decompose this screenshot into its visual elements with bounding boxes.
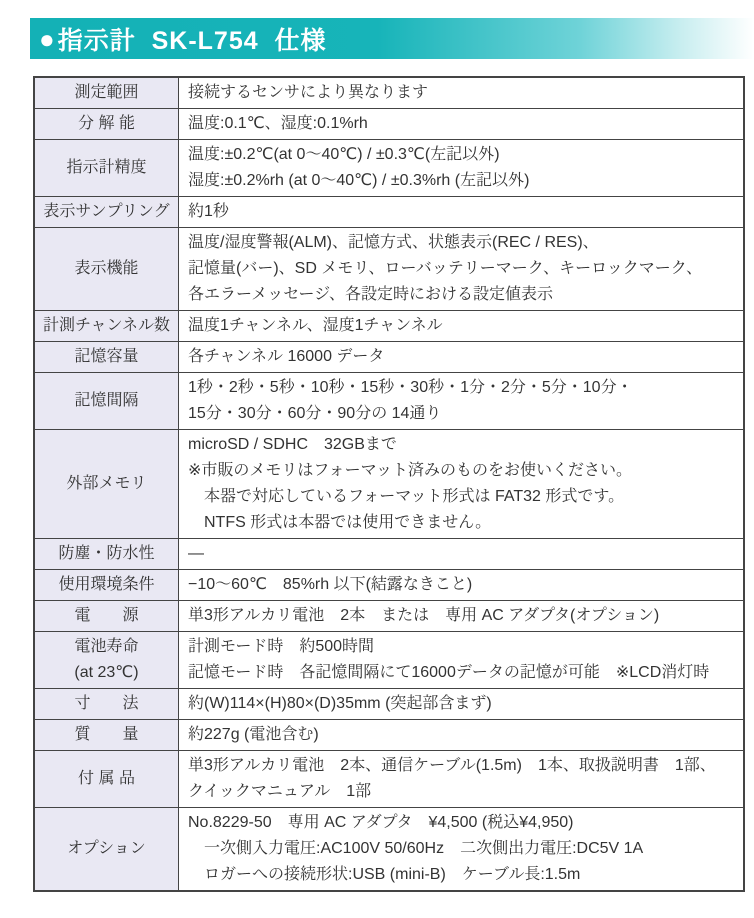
spec-label-line: 防塵・防水性 xyxy=(58,545,155,562)
spec-label-cell xyxy=(34,601,179,632)
spec-table-body xyxy=(34,77,744,891)
spec-value-line: 本器で対応しているフォーマット形式は FAT32 形式です。 xyxy=(188,488,625,505)
spec-label-cell xyxy=(34,430,179,539)
spec-row-dust-water-resistance xyxy=(34,539,744,570)
spec-label-cell xyxy=(34,311,179,342)
spec-value-cell xyxy=(179,720,745,751)
spec-row-battery-life xyxy=(34,632,744,689)
spec-value-line: 各チャンネル 16000 データ xyxy=(188,348,385,365)
spec-value-cell xyxy=(179,689,745,720)
spec-row-options xyxy=(34,808,744,892)
spec-label-cell xyxy=(34,751,179,808)
spec-value-line: ロガーへの接続形状:USB (mini-B) ケーブル長:1.5m xyxy=(188,866,581,883)
spec-value-cell xyxy=(179,197,745,228)
spec-label-line: 質 量 xyxy=(74,726,139,743)
spec-label-line: 測定範囲 xyxy=(74,84,139,101)
spec-table xyxy=(33,76,745,892)
spec-label-line: (at 23℃) xyxy=(74,664,139,681)
spec-row-measurement-range xyxy=(34,77,744,109)
spec-label-line: 付 属 品 xyxy=(78,770,135,787)
spec-value-cell xyxy=(179,808,745,892)
page-title-bar xyxy=(30,18,754,59)
spec-value-cell xyxy=(179,311,745,342)
spec-value-line: 単3形アルカリ電池 2本 または 専用 AC アダプタ(オプション) xyxy=(188,607,660,624)
spec-row-logging-interval xyxy=(34,373,744,430)
spec-value-cell xyxy=(179,228,745,311)
spec-value-line: No.8229-50 専用 AC アダプタ ¥4,500 (税込¥4,950) xyxy=(188,814,574,831)
spec-row-external-memory xyxy=(34,430,744,539)
spec-value-line: 約1秒 xyxy=(188,203,229,220)
spec-row-operating-environment xyxy=(34,570,744,601)
spec-value-cell xyxy=(179,539,745,570)
spec-value-line: クイックマニュアル 1部 xyxy=(188,783,372,800)
spec-label-cell xyxy=(34,689,179,720)
spec-value-cell xyxy=(179,601,745,632)
spec-label-line: 計測チャンネル数 xyxy=(42,317,171,334)
spec-row-power-supply xyxy=(34,601,744,632)
spec-value-line: 記憶量(バー)、SD メモリ、ローバッテリーマーク、キーロックマーク、 xyxy=(188,260,703,277)
spec-label-line: 使用環境条件 xyxy=(58,576,155,593)
spec-value-line: 記憶モード時 各記憶間隔にて16000データの記憶が可能 ※LCD消灯時 xyxy=(188,664,710,681)
spec-value-cell xyxy=(179,373,745,430)
spec-value-cell xyxy=(179,430,745,539)
spec-value-cell xyxy=(179,751,745,808)
spec-label-line: 寸 法 xyxy=(74,695,139,712)
spec-value-line: 温度:0.1℃、湿度:0.1%rh xyxy=(188,115,368,132)
spec-value-line: 接続するセンサにより異なります xyxy=(188,84,429,101)
spec-value-line: 約227g (電池含む) xyxy=(188,726,319,743)
spec-label-cell xyxy=(34,342,179,373)
spec-label-line: 記憶容量 xyxy=(74,348,139,365)
spec-row-display-functions xyxy=(34,228,744,311)
spec-label-cell xyxy=(34,373,179,430)
spec-row-accessories xyxy=(34,751,744,808)
spec-value-line: 温度/湿度警報(ALM)、記憶方式、状態表示(REC / RES)、 xyxy=(188,234,599,251)
spec-label-line: 記憶間隔 xyxy=(74,392,139,409)
spec-row-dimensions xyxy=(34,689,744,720)
spec-value-cell xyxy=(179,570,745,601)
page-title: 指示計 SK-L754 仕様 xyxy=(57,26,327,55)
spec-label-cell xyxy=(34,77,179,109)
spec-value-line: 湿度:±0.2%rh (at 0〜40℃) / ±0.3%rh (左記以外) xyxy=(188,172,530,189)
spec-row-display-sampling xyxy=(34,197,744,228)
bullet-icon: ● xyxy=(39,23,55,54)
spec-label-cell xyxy=(34,808,179,892)
spec-value-line: 単3形アルカリ電池 2本、通信ケーブル(1.5m) 1本、取扱説明書 1部、 xyxy=(188,757,716,774)
spec-value-line: microSD / SDHC 32GBまで xyxy=(188,436,397,453)
spec-label-line: オプション xyxy=(67,840,146,857)
spec-label-cell xyxy=(34,140,179,197)
spec-label-cell xyxy=(34,109,179,140)
spec-row-memory-capacity xyxy=(34,342,744,373)
spec-label-line: 表示サンプリング xyxy=(43,203,170,220)
spec-label-cell xyxy=(34,539,179,570)
spec-row-resolution xyxy=(34,109,744,140)
spec-value-cell xyxy=(179,342,745,373)
spec-label-line: 電 源 xyxy=(74,607,139,624)
spec-row-weight xyxy=(34,720,744,751)
spec-value-cell xyxy=(179,140,745,197)
spec-label-line: 分 解 能 xyxy=(78,115,135,132)
spec-label-line: 外部メモリ xyxy=(66,475,147,492)
spec-value-line: NTFS 形式は本器では使用できません。 xyxy=(188,514,492,531)
spec-label-cell xyxy=(34,632,179,689)
spec-value-line: 計測モード時 約500時間 xyxy=(188,638,375,655)
spec-label-line: 指示計精度 xyxy=(66,159,147,176)
spec-value-line: 各エラーメッセージ、各設定時における設定値表示 xyxy=(188,286,553,303)
spec-label-cell xyxy=(34,228,179,311)
spec-value-line: 約(W)114×(H)80×(D)35mm (突起部含まず) xyxy=(188,695,492,712)
spec-value-cell xyxy=(179,77,745,109)
spec-label-line: 表示機能 xyxy=(74,260,139,277)
spec-value-line: −10〜60℃ 85%rh 以下(結露なきこと) xyxy=(188,576,473,593)
spec-value-line: ※市販のメモリはフォーマット済みのものをお使いください。 xyxy=(188,462,632,479)
spec-value-line: 一次側入力電圧:AC100V 50/60Hz 二次側出力電圧:DC5V 1A xyxy=(188,840,644,857)
spec-value-line: 温度1チャンネル、湿度1チャンネル xyxy=(188,317,443,334)
spec-label-cell xyxy=(34,720,179,751)
spec-label-line: 電池寿命 xyxy=(74,638,139,655)
spec-value-line: 1秒・2秒・5秒・10秒・15秒・30秒・1分・2分・5分・10分・ xyxy=(188,379,633,396)
spec-value-line: 15分・30分・60分・90分の 14通り xyxy=(188,405,442,422)
spec-value-cell xyxy=(179,632,745,689)
spec-row-measurement-channels xyxy=(34,311,744,342)
spec-label-cell xyxy=(34,570,179,601)
spec-sheet-page xyxy=(0,18,754,892)
spec-value-line: 温度:±0.2℃(at 0〜40℃) / ±0.3℃(左記以外) xyxy=(188,146,500,163)
spec-value-cell xyxy=(179,109,745,140)
spec-label-cell xyxy=(34,197,179,228)
spec-row-indicator-accuracy xyxy=(34,140,744,197)
spec-value-line: ― xyxy=(188,545,204,562)
